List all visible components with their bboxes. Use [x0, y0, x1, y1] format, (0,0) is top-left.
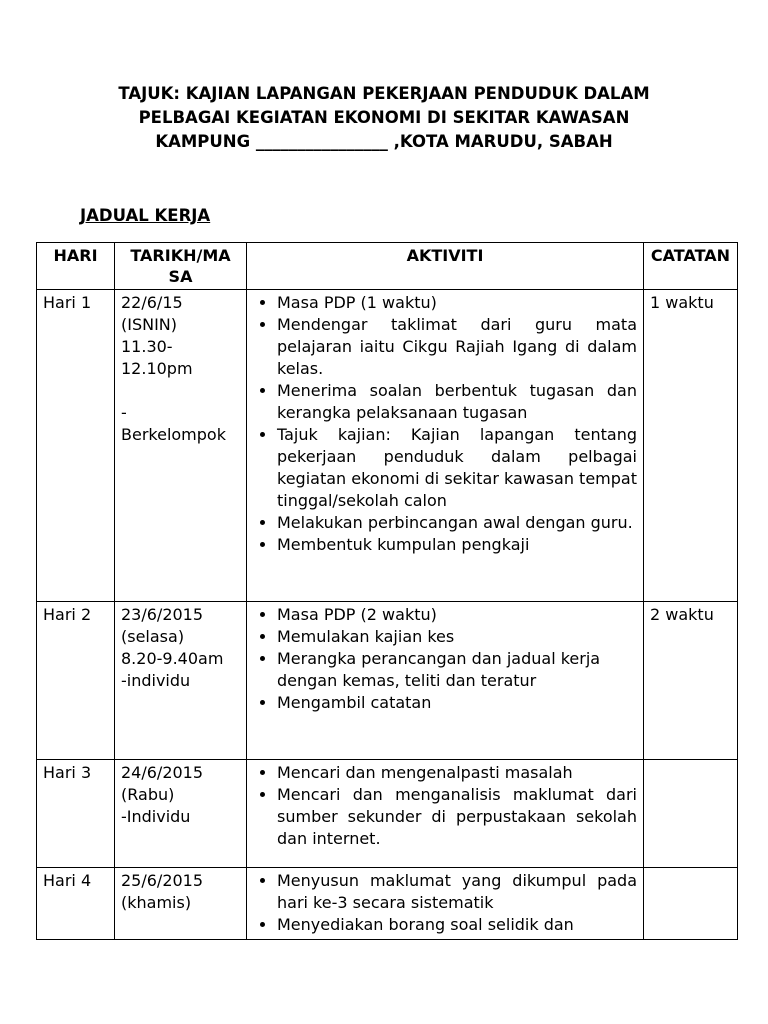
activity-item: • Merangka perancangan dan jadual kerja dengan kemas, teliti dan teratur — [277, 648, 637, 692]
note-cell: 2 waktu — [644, 602, 738, 760]
date-line: (Rabu) — [121, 785, 175, 804]
date-cell — [115, 290, 247, 602]
activity-item: • Menyediakan borang soal selidik dan — [277, 914, 637, 936]
title-line-2: PELBAGAI KEGIATAN EKONOMI DI SEKITAR KAWASAN — [138, 108, 630, 127]
activity-item: • Masa PDP (2 waktu) — [277, 604, 637, 626]
day-cell: Hari 1 — [37, 290, 115, 602]
activity-item: • Menerima soalan berbentuk tugasan dan kerangka pelaksanaan tugasan — [277, 380, 637, 424]
activity-list — [253, 870, 637, 936]
table-row — [37, 868, 738, 940]
activity-cell — [247, 290, 644, 602]
header-activity: AKTIVITI — [247, 243, 644, 290]
header-note: CATATAN — [644, 243, 738, 290]
title-line-1: TAJUK: KAJIAN LAPANGAN PEKERJAAN PENDUDUK DALAM — [118, 84, 650, 103]
table-header-row — [37, 243, 738, 290]
date-cell — [115, 868, 247, 940]
activity-cell — [247, 868, 644, 940]
date-line: 8.20-9.40am — [121, 649, 224, 668]
note-cell — [644, 760, 738, 868]
date-line: 22/6/15 — [121, 293, 183, 312]
table-body — [37, 290, 738, 940]
date-cell — [115, 602, 247, 760]
date-line: (khamis) — [121, 893, 192, 912]
date-line: -individu — [121, 671, 191, 690]
activity-item: • Melakukan perbincangan awal dengan guru. — [277, 512, 637, 534]
activity-item: • Masa PDP (1 waktu) — [277, 292, 637, 314]
activity-item: • Mencari dan mengenalpasti masalah — [277, 762, 637, 784]
activity-item: • Memulakan kajian kes — [277, 626, 637, 648]
activity-item: • Mendengar taklimat dari guru mata pelajaran iaitu Cikgu Rajiah Igang di dalam kelas. — [277, 314, 637, 380]
activity-item: • Mengambil catatan — [277, 692, 637, 714]
date-line: 24/6/2015 — [121, 763, 204, 782]
date-line: 25/6/2015 — [121, 871, 204, 890]
header-day: HARI — [37, 243, 115, 290]
activity-list — [253, 604, 637, 714]
day-cell: Hari 4 — [37, 868, 115, 940]
activity-cell — [247, 760, 644, 868]
day-cell: Hari 3 — [37, 760, 115, 868]
activity-item: • Membentuk kumpulan pengkaji — [277, 534, 637, 556]
date-line — [121, 380, 240, 402]
schedule-heading: JADUAL KERJA — [80, 206, 211, 225]
date-line: -Individu — [121, 807, 191, 826]
date-line: 11.30- — [121, 337, 173, 356]
table-row — [37, 760, 738, 868]
activity-cell — [247, 602, 644, 760]
date-line: 12.10pm — [121, 359, 193, 378]
note-cell — [644, 868, 738, 940]
document-title — [0, 82, 768, 154]
day-cell: Hari 2 — [37, 602, 115, 760]
activity-list — [253, 762, 637, 850]
table-row — [37, 290, 738, 602]
table-row — [37, 602, 738, 760]
date-line: Berkelompok — [121, 425, 226, 444]
activity-list — [253, 292, 637, 556]
date-line: 23/6/2015 — [121, 605, 204, 624]
note-cell: 1 waktu — [644, 290, 738, 602]
header-date: TARIKH/MA SA — [115, 243, 247, 290]
date-line: (ISNIN) — [121, 315, 178, 334]
date-line: (selasa) — [121, 627, 185, 646]
schedule-table — [36, 242, 738, 940]
activity-item: • Tajuk kajian: Kajian lapangan tentang pekerjaan penduduk dalam pelbagai kegiatan ekonomi di sekitar kawasan tempat tinggal/sekolah calon — [277, 424, 637, 512]
activity-item: • Mencari dan menganalisis maklumat dari sumber sekunder di perpustakaan sekolah dan internet. — [277, 784, 637, 850]
activity-item: • Menyusun maklumat yang dikumpul pada hari ke-3 secara sistematik — [277, 870, 637, 914]
title-line-3: KAMPUNG ________________ ,KOTA MARUDU, SABAH — [155, 132, 613, 151]
date-cell — [115, 760, 247, 868]
date-line: - — [121, 403, 127, 422]
